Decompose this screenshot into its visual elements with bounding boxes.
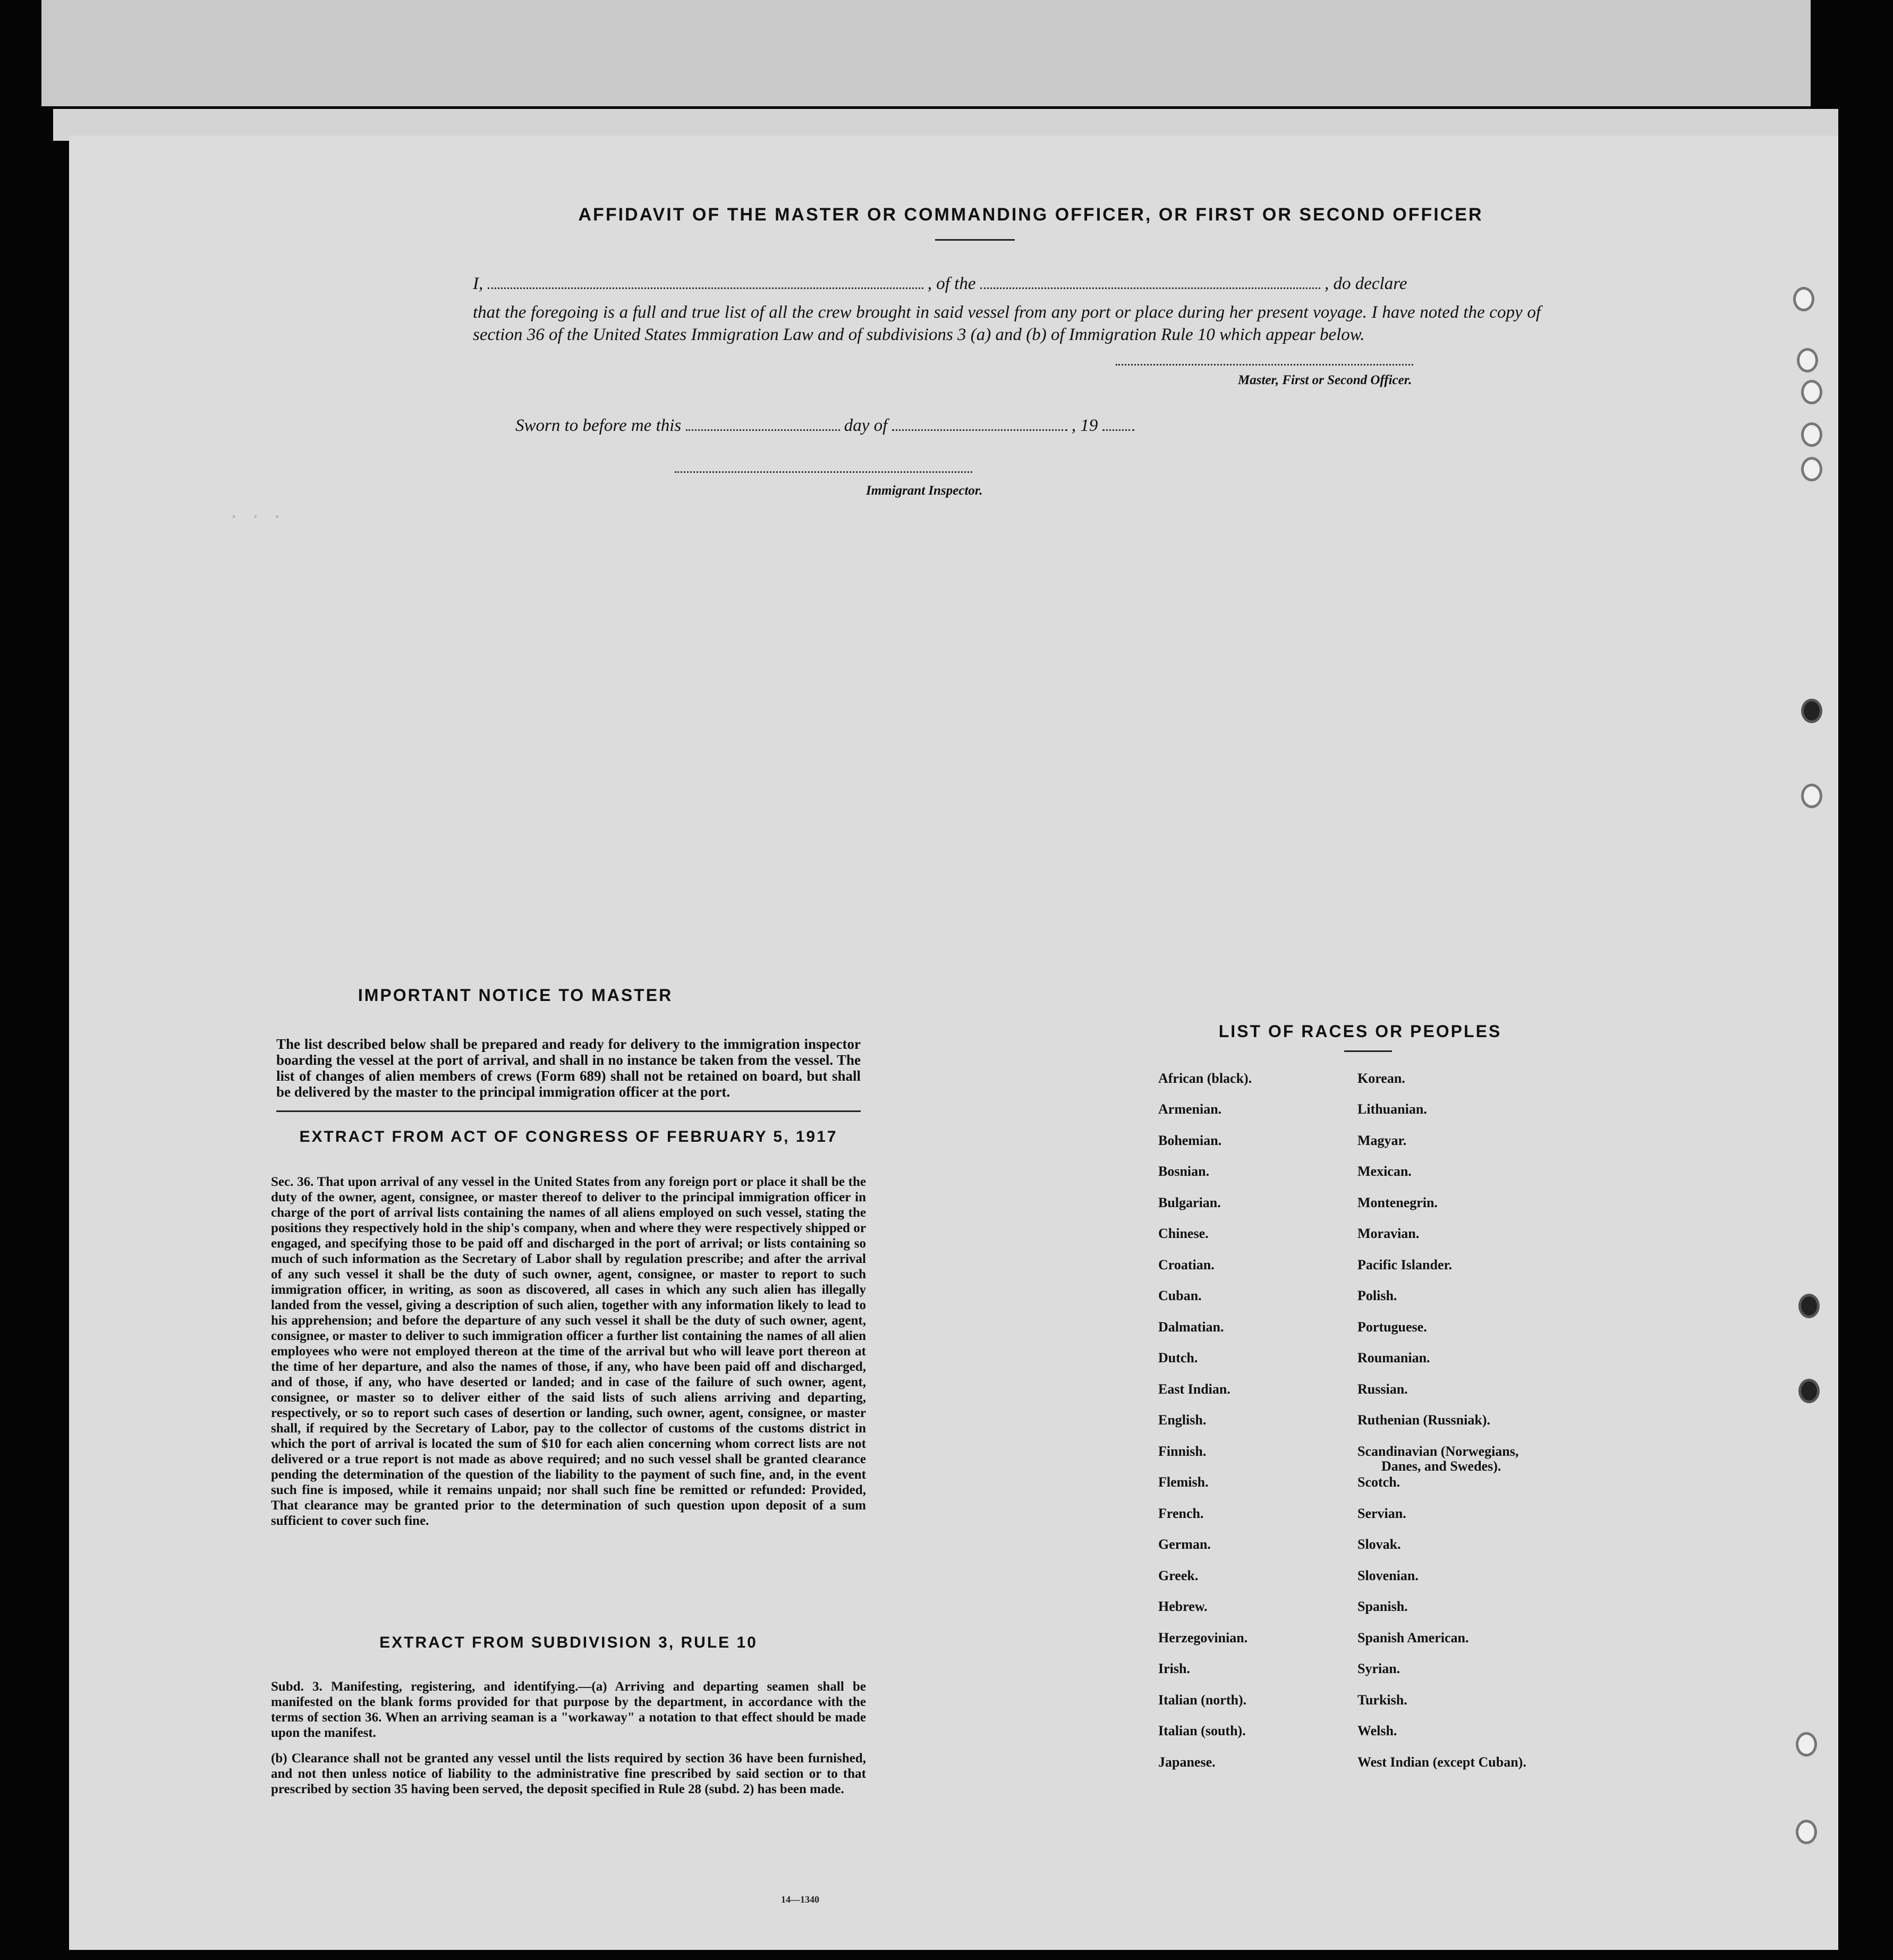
race-left: Chinese. [1158,1226,1209,1241]
sworn-year-field[interactable] [1102,429,1134,431]
race-left: Bohemian. [1158,1133,1222,1148]
sworn-line [515,414,1259,437]
race-left: German. [1158,1537,1211,1552]
race-right: Polish. [1357,1288,1397,1303]
punch-hole-icon [1801,699,1822,723]
race-right: Syrian. [1357,1661,1400,1676]
background-sheet [41,0,1811,106]
line1-start: I, [473,274,483,293]
race-right: Mexican. [1357,1164,1412,1179]
line1-end: , do declare [1324,274,1407,293]
race-left: Japanese. [1158,1754,1216,1770]
race-right: Russian. [1357,1381,1408,1397]
race-right-continued: Danes, and Swedes). [1381,1458,1501,1474]
sworn-day: day of [844,416,888,435]
punch-hole-icon [1798,1294,1820,1318]
punch-hole-icon [1797,348,1818,372]
races-title: LIST OF RACES OR PEOPLES [1218,1022,1502,1041]
race-right: Roumanian. [1357,1350,1430,1365]
race-right: Welsh. [1357,1723,1397,1738]
form-number: 14—1340 [781,1894,819,1905]
race-right: Slovak. [1357,1537,1401,1552]
punch-hole-icon [1801,422,1822,447]
race-right: Pacific Islander. [1357,1257,1453,1272]
race-right: Montenegrin. [1357,1195,1438,1210]
punch-hole-icon [1793,287,1814,311]
race-right: Korean. [1357,1071,1405,1086]
line1-mid: , of the [927,274,976,293]
signature-line[interactable] [1116,364,1413,366]
race-right: Turkish. [1357,1692,1407,1708]
affidavit-body: that the foregoing is a full and true list of all the crew brought in said vessel from any port or place during her present voyage. I have noted the copy of section 36 of the United States Immigration Law and of subdivisions 3 (a) and (b) of Immigration Rule 10 which appear below. [473,303,1541,344]
race-left: Greek. [1158,1568,1199,1583]
name-field[interactable] [488,287,923,289]
sworn-start: Sworn to before me this [515,416,682,435]
race-right: Lithuanian. [1357,1101,1427,1117]
punch-hole-icon [1801,457,1822,481]
race-left: Bulgarian. [1158,1195,1221,1210]
sworn-month-field[interactable] [892,429,1067,431]
race-right: Spanish. [1357,1599,1408,1614]
punch-hole-icon [1796,1820,1817,1844]
rule-title: EXTRACT FROM SUBDIVISION 3, RULE 10 [379,1634,758,1651]
punch-hole-icon [1801,380,1822,404]
race-right: Portuguese. [1357,1319,1427,1335]
race-right: Ruthenian (Russniak). [1357,1412,1490,1428]
race-right: Slovenian. [1357,1568,1419,1583]
race-left: Armenian. [1158,1101,1222,1117]
race-right: Moravian. [1357,1226,1420,1241]
title-rule [935,239,1015,241]
race-right: Servian. [1357,1506,1406,1521]
race-right: Magyar. [1357,1133,1407,1148]
act-body: Sec. 36. That upon arrival of any vessel in the United States from any foreign port or place it shall be the duty of the owner, agent, consignee, or master thereof to deliver to the principal immigration officer in charge of the port of arrival lists containing the names of all aliens employed on such vessel, stating the positions they respectively hold in the ship's company, when and where they were respectively shipped or engaged, and specifying those to be paid off and discharged in the port of arrival; or lists containing so much of such information as the Secretary of Labor shall by regulation prescribe; and after the arrival of any such vessel it shall be the duty of such owner, agent, consignee, or master to report to such immigration officer, in writing, as soon as discovered, all cases in which any such alien has illegally landed from the vessel, giving a description of such alien, together with any information likely to lead to his apprehension; and before the departure of any such vessel it shall be the duty of such owner, agent, consignee, or master to deliver to such immigration officer a further list containing the names of all alien employees who were not employed thereon at the time of the arrival but who will leave port thereon at the time of her departure, and also the names of those, if any, who have been paid off and discharged, and of those, if any, who have deserted or landed; and in case of the failure of such owner, agent, consignee, or master so to deliver either of the said lists of such aliens arriving and departing, respectively, or so to report such cases of desertion or landing, such owner, agent, consignee, or master shall, if required by the Secretary of Labor, pay to the collector of customs of the customs district in which the port of arrival is located the sum of $10 for each alien concerning whom correct lists are not delivered or a true report is not made as above required; and no such vessel shall be granted clearance pending the determination of the question of the liability to the payment of such fine, and, in the event such fine is imposed, while it remains unpaid; nor shall such fine be remitted or refunded: Provided, That clearance may be granted prior to the determination of such question upon deposit of a sum sufficient to cover such fine. [271,1175,866,1528]
race-left: Herzegovinian. [1158,1630,1248,1645]
race-left: Hebrew. [1158,1599,1208,1614]
race-left: Dalmatian. [1158,1319,1224,1335]
race-left: Croatian. [1158,1257,1215,1272]
sworn-date-field[interactable] [686,429,840,431]
document-page [69,135,1838,1950]
race-left: East Indian. [1158,1381,1230,1397]
race-left: English. [1158,1412,1207,1428]
sworn-year: , 19 [1071,416,1098,435]
race-right: Scandinavian (Norwegians, [1357,1444,1519,1459]
section-divider [276,1110,861,1112]
notice-body: The list described below shall be prepared and ready for delivery to the immigration inspector boarding the vessel at the port of arrival, and shall in no instance be taken from the vessel. The list of changes of alien members of crews (Form 689) shall not be retained on board, but shall be delivered by the master to the principal immigration officer at the port. [276,1036,861,1100]
race-left: Flemish. [1158,1474,1209,1490]
inspector-signature-line[interactable] [675,471,972,473]
rule-para-b: (b) Clearance shall not be granted any vessel until the lists required by section 36 have been furnished, and not then unless notice of liability to the administrative fine prescribed by said section or to that prescribed by section 35 having been served, the deposit specified in Rule 28 (subd. 2) has been made. [271,1751,866,1796]
signature-label: Master, First or Second Officer. [1238,373,1412,387]
race-left: Dutch. [1158,1350,1198,1365]
race-left: Bosnian. [1158,1164,1210,1179]
race-left: Irish. [1158,1661,1190,1676]
inspector-label: Immigrant Inspector. [866,483,983,498]
rule-para-a: Subd. 3. Manifesting, registering, and identifying.—(a) Arriving and departing seamen shall be manifested on the blank forms provided for that purpose by the department, in accordance with the terms of section 36. When an arriving seaman is a "workaway" a notation to that effect should be made upon the manifest. [271,1679,866,1740]
race-left: Finnish. [1158,1444,1207,1459]
notice-title: IMPORTANT NOTICE TO MASTER [358,986,673,1005]
vessel-field[interactable] [980,287,1320,289]
race-left: Italian (north). [1158,1692,1247,1708]
race-left: Cuban. [1158,1288,1202,1303]
bleed-through: · · · [228,507,283,528]
race-right: Scotch. [1357,1474,1400,1490]
race-left: Italian (south). [1158,1723,1246,1738]
act-title: EXTRACT FROM ACT OF CONGRESS OF FEBRUARY 5, 1917 [299,1128,838,1146]
races-title-rule [1344,1050,1392,1052]
affidavit-title: AFFIDAVIT OF THE MASTER OR COMMANDING OFFICER, OR FIRST OR SECOND OFFICER [578,205,1483,225]
race-left: French. [1158,1506,1204,1521]
race-right: Spanish American. [1357,1630,1469,1645]
punch-hole-icon [1798,1379,1820,1403]
affidavit-line1 [473,273,1546,295]
race-right: West Indian (except Cuban). [1357,1754,1526,1770]
punch-hole-icon [1801,784,1822,808]
punch-hole-icon [1796,1732,1817,1757]
race-left: African (black). [1158,1071,1252,1086]
